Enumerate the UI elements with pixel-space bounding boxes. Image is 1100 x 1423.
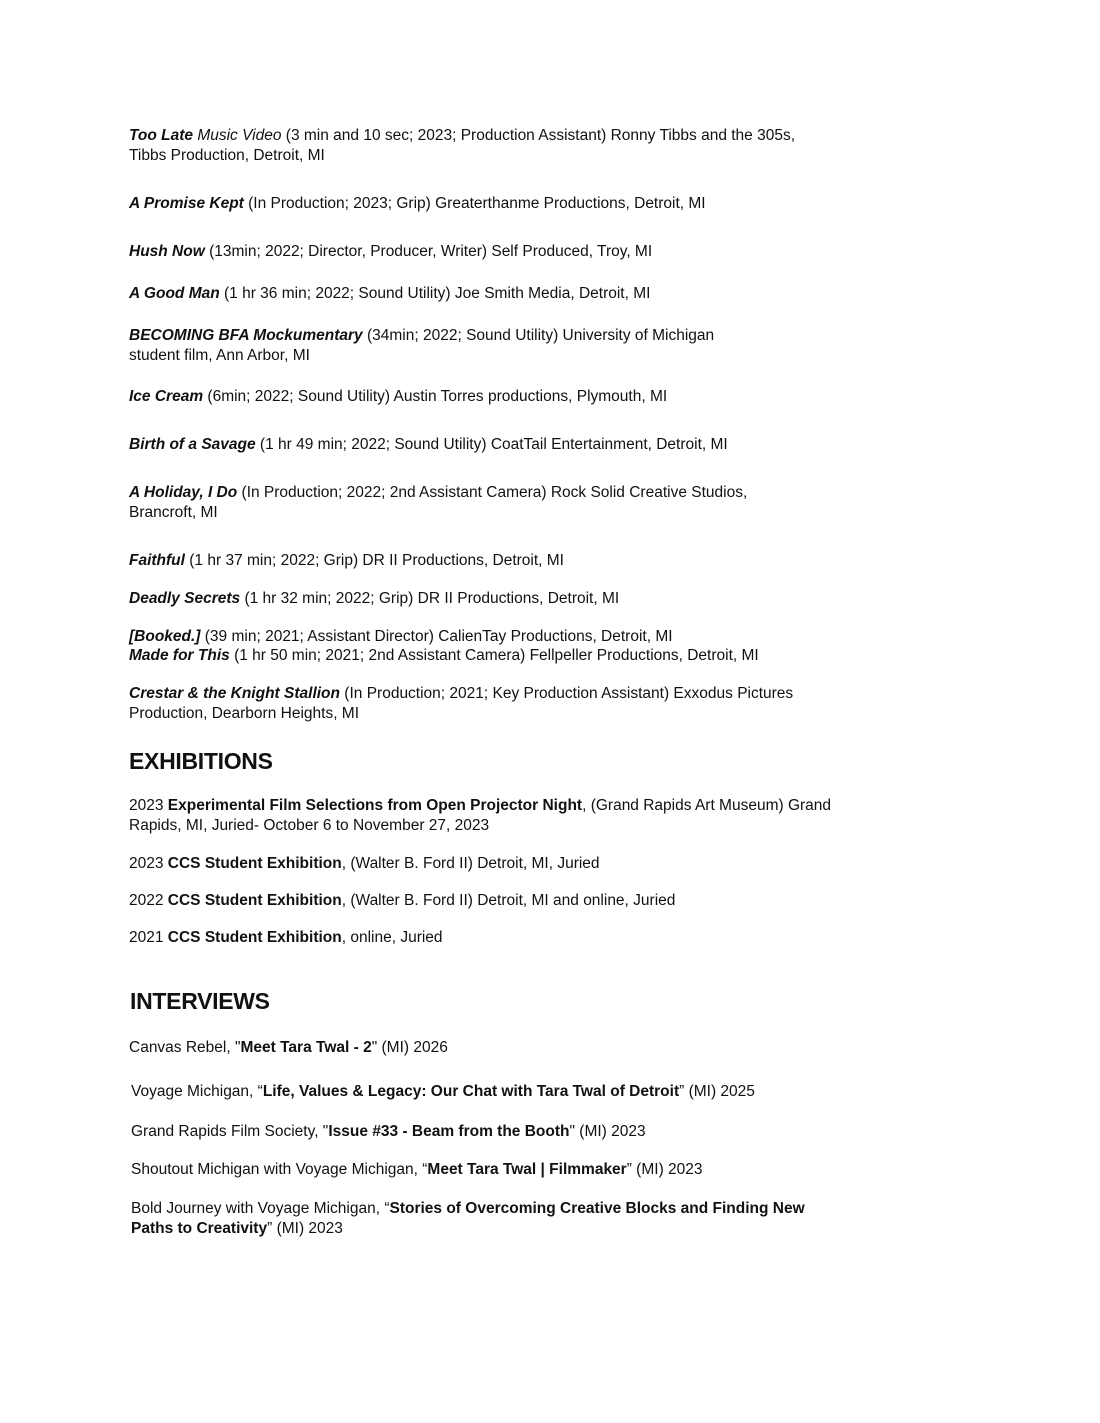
interview-title: Meet Tara Twal - 2 xyxy=(240,1039,372,1056)
credit-details: (In Production; 2023; Grip) Greaterthanme Productions, Detroit, MI xyxy=(243,195,706,212)
interview-title: Life, Values & Legacy: Our Chat with Tara Twal of Detroit xyxy=(262,1083,680,1100)
credit-entry xyxy=(129,194,706,214)
interview-entry xyxy=(131,1199,805,1219)
credit-details: Tibbs Production, Detroit, MI xyxy=(129,147,325,164)
credit-details: (1 hr 32 min; 2022; Grip) DR II Productions, Detroit, MI xyxy=(240,590,620,607)
exhibitions-heading: EXHIBITIONS xyxy=(129,748,273,774)
interview-entry xyxy=(131,1160,703,1180)
credit-entry xyxy=(129,435,728,455)
interview-title: Paths to Creativity xyxy=(131,1220,268,1237)
credit-entry xyxy=(129,589,619,609)
credit-title: BECOMING BFA Mockumentary xyxy=(129,327,363,344)
exhibition-entry-continued xyxy=(129,816,489,836)
exhibition-details: Rapids, MI, Juried- October 6 to November 27, 2023 xyxy=(129,817,490,834)
credit-details: (34min; 2022; Sound Utility) University of Michigan xyxy=(362,327,715,344)
credit-details: student film, Ann Arbor, MI xyxy=(129,347,310,364)
credit-entry-continued xyxy=(129,346,310,366)
exhibition-title: CCS Student Exhibition xyxy=(167,855,342,872)
credit-entry xyxy=(129,242,652,262)
credit-entry xyxy=(129,126,795,146)
interview-outlet: Grand Rapids Film Society, " xyxy=(131,1123,329,1140)
credit-entry xyxy=(129,627,673,647)
credit-title: A Holiday, I Do xyxy=(129,484,238,501)
credit-entry xyxy=(129,646,759,666)
credit-title: Deadly Secrets xyxy=(129,590,241,607)
credit-title: Too Late xyxy=(129,127,194,144)
credit-title: Birth of a Savage xyxy=(129,436,256,453)
exhibition-title: Experimental Film Selections from Open Projector Night xyxy=(167,797,583,814)
credit-details: (6min; 2022; Sound Utility) Austin Torres productions, Plymouth, MI xyxy=(203,388,668,405)
exhibition-details: , online, Juried xyxy=(341,929,443,946)
credit-title: A Promise Kept xyxy=(129,195,244,212)
credit-details: (In Production; 2022; 2nd Assistant Camera) Rock Solid Creative Studios, xyxy=(237,484,748,501)
credit-title: Crestar & the Knight Stallion xyxy=(129,685,340,702)
interview-outlet: Shoutout Michigan with Voyage Michigan, “ xyxy=(131,1161,428,1178)
interviews-heading: INTERVIEWS xyxy=(130,988,270,1014)
interview-details: ” (MI) 2023 xyxy=(626,1161,703,1178)
credit-entry xyxy=(129,284,650,304)
credit-details: (3 min and 10 sec; 2023; Production Assistant) Ronny Tibbs and the 305s, xyxy=(281,127,796,144)
credit-details: (1 hr 36 min; 2022; Sound Utility) Joe Smith Media, Detroit, MI xyxy=(219,285,651,302)
credit-title: A Good Man xyxy=(129,285,220,302)
credit-details: (39 min; 2021; Assistant Director) CalienTay Productions, Detroit, MI xyxy=(200,628,673,645)
exhibition-year: 2023 xyxy=(129,797,168,814)
interview-outlet: Canvas Rebel, " xyxy=(129,1039,241,1056)
exhibition-year: 2021 xyxy=(129,929,168,946)
credit-title: Faithful xyxy=(129,552,185,569)
exhibition-year: 2022 xyxy=(129,892,168,909)
exhibition-entry xyxy=(129,891,675,911)
credit-details: (In Production; 2021; Key Production Assistant) Exxodus Pictures xyxy=(340,685,794,702)
credit-details: (1 hr 49 min; 2022; Sound Utility) CoatTail Entertainment, Detroit, MI xyxy=(255,436,728,453)
credit-title: Hush Now xyxy=(129,243,205,260)
exhibition-entry xyxy=(129,854,600,874)
interview-outlet: Voyage Michigan, “ xyxy=(131,1083,263,1100)
credit-entry xyxy=(129,684,793,704)
credit-details: (1 hr 50 min; 2021; 2nd Assistant Camera) Fellpeller Productions, Detroit, MI xyxy=(229,647,759,664)
interview-details: ” (MI) 2025 xyxy=(679,1083,755,1100)
exhibition-title: CCS Student Exhibition xyxy=(167,892,342,909)
exhibition-details: , (Walter B. Ford II) Detroit, MI and online, Juried xyxy=(341,892,676,909)
exhibition-year: 2023 xyxy=(129,855,168,872)
credit-subtitle: Music Video xyxy=(197,127,282,144)
credit-entry-continued xyxy=(129,146,325,166)
credit-entry xyxy=(129,551,564,571)
interview-entry xyxy=(131,1082,755,1102)
interview-title: Issue #33 - Beam from the Booth xyxy=(328,1123,570,1140)
exhibition-entry xyxy=(129,928,443,948)
credit-details: (13min; 2022; Director, Producer, Writer) Self Produced, Troy, MI xyxy=(204,243,653,260)
credit-details: Production, Dearborn Heights, MI xyxy=(129,705,360,722)
credit-title: Made for This xyxy=(129,647,230,664)
credit-details: Brancroft, MI xyxy=(129,504,218,521)
credit-entry xyxy=(129,326,714,346)
interview-details: " (MI) 2023 xyxy=(569,1123,646,1140)
interview-details: ” (MI) 2023 xyxy=(267,1220,343,1237)
interview-entry-continued xyxy=(131,1219,343,1239)
interview-entry xyxy=(131,1122,646,1142)
credit-title: [Booked.] xyxy=(129,628,201,645)
credit-entry xyxy=(129,387,667,407)
credit-entry-continued xyxy=(129,704,359,724)
credit-entry-continued xyxy=(129,503,218,523)
exhibition-details: , (Grand Rapids Art Museum) Grand xyxy=(582,797,832,814)
interview-title: Stories of Overcoming Creative Blocks and Finding New xyxy=(389,1200,805,1217)
interview-details: " (MI) 2026 xyxy=(371,1039,448,1056)
credit-details: (1 hr 37 min; 2022; Grip) DR II Productions, Detroit, MI xyxy=(184,552,564,569)
exhibition-details: , (Walter B. Ford II) Detroit, MI, Juried xyxy=(341,855,600,872)
exhibition-entry xyxy=(129,796,831,816)
credit-entry xyxy=(129,483,747,503)
interview-outlet: Bold Journey with Voyage Michigan, “ xyxy=(131,1200,390,1217)
exhibition-title: CCS Student Exhibition xyxy=(167,929,342,946)
interview-entry xyxy=(129,1038,448,1058)
interview-title: Meet Tara Twal | Filmmaker xyxy=(427,1161,627,1178)
credit-title: Ice Cream xyxy=(129,388,204,405)
